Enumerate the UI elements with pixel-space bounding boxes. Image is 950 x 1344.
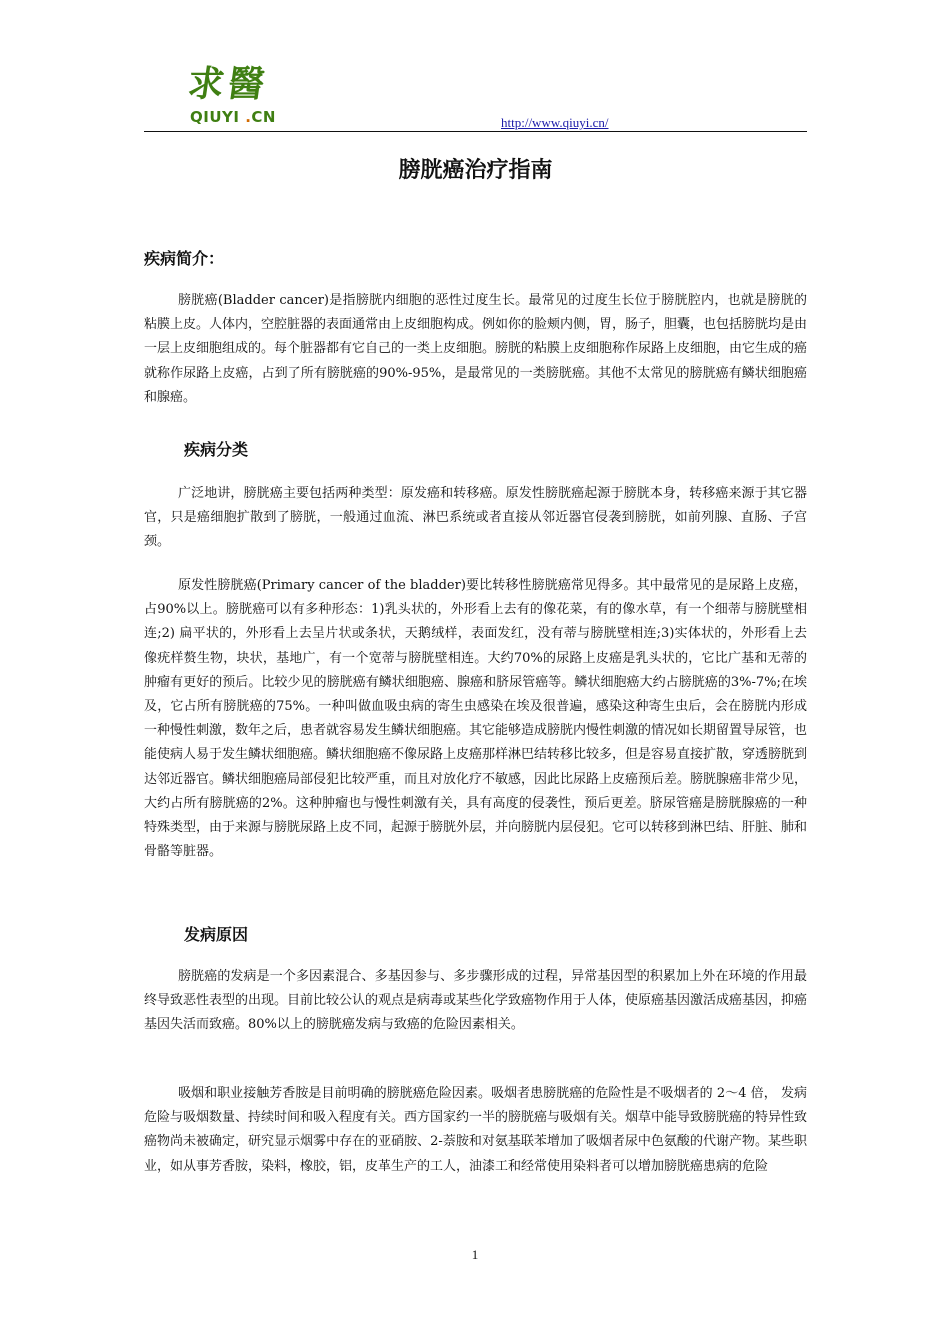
paragraph-classification-2: 原发性膀胱癌(Primary cancer of the bladder)要比转移性膀胱癌常见得多。其中最常见的是尿路上皮癌，占90%以上。膀胱癌可以有多种形态：1)乳头状的，外形看上去有的像花菜，有的像水草，有一个细蒂与膀胱壁相连;2) 扁平状的，外形看上去呈片状或条状，天鹅绒样，表面发红，没有蒂与膀胱壁相连;3)实体状的，外形看上去像疣样赘生物，块状，基地广，有一个宽蒂与膀胱壁相连。大约70%的尿路上皮癌是乳头状的，它比广基和无蒂的肿瘤有更好的预后。比较少见的膀胱癌有鳞状细胞癌、腺癌和脐尿管癌等。鳞状细胞癌大约占膀胱癌的3%-7%;在埃及，它占所有膀胱癌的75%。一种叫做血吸虫病的寄生虫感染在埃及很普遍，感染这种寄生虫后，会在膀胱内形成一种慢性刺激，数年之后，患者就容易发生鳞状细胞癌。其它能够造成膀胱内慢性刺激的情况如长期留置导尿管，也能使病人易于发生鳞状细胞癌。鳞状细胞癌不像尿路上皮癌那样淋巴结转移比较多，但是容易直接扩散，穿透膀胱到达邻近器官。鳞状细胞癌局部侵犯比较严重，而且对放化疗不敏感，因此比尿路上皮癌预后差。膀胱腺癌非常少见，大约占所有膀胱癌的2%。这种肿瘤也与慢性刺激有关，具有高度的侵袭性，预后更差。脐尿管癌是膀胱腺癌的一种特殊类型，由于来源与膀胱尿路上皮不同，起源于膀胱外层，并向膀胱内层侵犯。它可以转移到淋巴结、肝脏、肺和骨骼等脏器。 (144, 578, 808, 860)
site-logo (185, 63, 288, 136)
header-url-link[interactable]: http://www.qiuyi.cn/ (501, 115, 609, 130)
paragraph-intro: 膀胱癌(Bladder cancer)是指膀胱内细胞的恶性过度生长。最常见的过度生长位于膀胱腔内，也就是膀胱的粘膜上皮。人体内，空腔脏器的表面通常由上皮细胞构成。例如你的脸颊内侧，胃，肠子，胆囊，也包括膀胱均是由一层上皮细胞组成的。每个脏器都有它自己的一类上皮细胞。膀胱的粘膜上皮细胞称作尿路上皮细胞，由它生成的癌就称作尿路上皮癌，占到了所有膀胱癌的90%-95%，是最常见的一类膀胱癌。其他不太常见的膀胱癌有鳞状细胞癌和腺癌。 (144, 293, 808, 405)
page-number: 1 (471, 1247, 479, 1262)
logo-dot: . (245, 108, 252, 126)
logo-latin-text (190, 108, 276, 126)
logo-tld: CN (251, 108, 276, 126)
logo-name: QIUYI (190, 108, 240, 126)
section-heading-intro: 疾病简介： (144, 249, 225, 268)
page-title: 膀胱癌治疗指南 (398, 158, 553, 183)
header-divider (144, 131, 807, 132)
paragraph-classification-1: 广泛地讲，膀胱癌主要包括两种类型：原发癌和转移癌。原发性膀胱癌起源于膀胱本身，转移癌来源于其它器官，只是癌细胞扩散到了膀胱，一般通过血流、淋巴系统或者直接从邻近器官侵袭到膀胱，如前列腺、直肠、子宫颈。 (144, 486, 807, 550)
logo-chinese-text: 求醫 (185, 63, 271, 105)
paragraph-causes-2: 吸烟和职业接触芳香胺是目前明确的膀胱癌危险因素。吸烟者患膀胱癌的危险性是不吸烟者的 2～4 倍， 发病危险与吸烟数量、持续时间和吸入程度有关。西方国家约一半的膀胱癌与吸烟有关。烟草中能导致膀胱癌的特异性致癌物尚未被确定，研究显示烟雾中存在的亚硝胺、2-萘胺和对氨基联苯增加了吸烟者尿中色氨酸的代谢产物。某些职业，如从事芳香胺，染料，橡胶，铝，皮革生产的工人，油漆工和经常使用染料者可以增加膀胱癌患病的危险 (144, 1086, 808, 1174)
section-heading-classification: 疾病分类 (184, 440, 249, 459)
paragraph-causes-1: 膀胱癌的发病是一个多因素混合、多基因参与、多步骤形成的过程，异常基因型的积累加上外在环境的作用最终导致恶性表型的出现。目前比较公认的观点是病毒或某些化学致癌物作用于人体，使原癌基因激活成癌基因，抑癌基因失活而致癌。80%以上的膀胱癌发病与致癌的危险因素相关。 (144, 969, 808, 1033)
section-heading-causes: 发病原因 (184, 925, 249, 944)
